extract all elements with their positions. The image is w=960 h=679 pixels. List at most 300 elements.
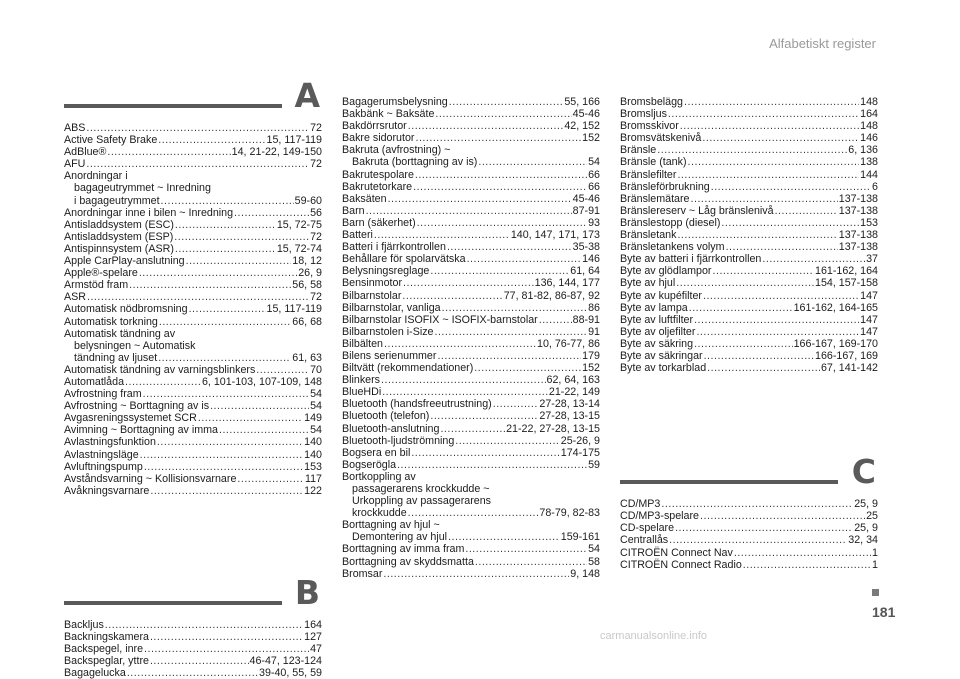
index-entry xyxy=(64,146,322,158)
entry-pages: 39-40, 55, 59 xyxy=(259,667,322,679)
entry-term: Bagagerumsbelysning xyxy=(342,96,448,108)
leader-dots xyxy=(139,267,297,279)
entry-pages: 45-46 xyxy=(572,108,600,121)
leader-dots xyxy=(402,290,502,302)
entry-pages: 55, 166 xyxy=(564,96,600,108)
index-entry xyxy=(620,290,878,302)
leader-dots xyxy=(144,643,309,655)
index-entry xyxy=(64,231,322,243)
index-entry xyxy=(342,459,600,471)
leader-dots xyxy=(198,412,303,424)
entry-subline: passagerarens krockkudde ~ xyxy=(352,483,490,495)
index-entry xyxy=(620,326,878,338)
index-entry xyxy=(342,253,600,265)
entry-term: Bensinmotor xyxy=(342,277,402,290)
entry-pages: 88-91 xyxy=(572,313,600,326)
entry-term: Bränslefilter xyxy=(620,168,677,181)
entry-term: ABS xyxy=(64,122,86,134)
index-column-3 xyxy=(620,96,878,571)
index-entry xyxy=(342,265,600,277)
index-entry xyxy=(64,388,322,400)
index-entry xyxy=(64,303,322,315)
leader-dots xyxy=(539,314,572,326)
index-entry xyxy=(620,193,878,205)
entry-pages: 72 xyxy=(310,291,322,304)
leader-dots xyxy=(411,447,559,459)
leader-dots xyxy=(129,279,291,291)
entry-lastline xyxy=(342,507,600,519)
entry-term: Bränsletankens volym xyxy=(620,241,725,254)
leader-dots xyxy=(127,667,258,679)
entry-pages: 25, 9 xyxy=(854,522,878,535)
index-entry xyxy=(620,277,878,289)
leader-dots xyxy=(388,193,572,205)
index-entry xyxy=(620,144,878,156)
index-entries xyxy=(620,96,878,374)
entry-pages: 66, 68 xyxy=(292,315,322,328)
entry-continuation: i bagageutrymmet xyxy=(74,194,160,207)
entry-pages: 161-162, 164 xyxy=(815,265,878,278)
index-entry xyxy=(620,132,878,144)
index-entry xyxy=(342,374,600,386)
index-entry xyxy=(342,132,600,144)
index-entries xyxy=(342,96,600,580)
entry-continuation: tändning av ljuset xyxy=(74,351,158,364)
leader-dots xyxy=(696,326,859,338)
leader-dots xyxy=(707,362,820,374)
entry-pages: 137-138 xyxy=(838,192,878,205)
entry-pages: 54 xyxy=(310,400,322,413)
leader-dots xyxy=(743,559,871,571)
entry-term: Byte av glödlampor xyxy=(620,265,712,278)
entry-term: Centrallås xyxy=(620,534,669,547)
entry-pages: 61, 64 xyxy=(570,265,600,278)
entry-term: Bränsle xyxy=(620,144,657,157)
entry-term: Avlastningsfunktion xyxy=(64,436,156,449)
leader-dots xyxy=(437,350,581,362)
leader-dots xyxy=(467,253,582,265)
leader-dots xyxy=(676,277,814,289)
leader-dots xyxy=(415,132,581,144)
leader-dots xyxy=(87,291,309,303)
leader-dots xyxy=(150,655,249,667)
entry-pages: 149 xyxy=(304,412,322,425)
leader-dots xyxy=(381,374,545,386)
entry-subline: bagageutrymmet ~ Inredning xyxy=(74,182,211,195)
index-entry xyxy=(620,205,878,217)
index-entry xyxy=(64,134,322,146)
entry-term: Bakruta (avfrostning) ~ xyxy=(342,144,451,157)
leader-dots xyxy=(382,386,548,398)
entry-pages: 56 xyxy=(310,206,322,219)
index-entry xyxy=(620,265,878,277)
index-entry xyxy=(342,423,600,435)
leader-dots xyxy=(408,120,564,132)
entry-term: Bluetooth (handsfreeutrustning) xyxy=(342,398,492,411)
entry-term: Belysningsreglage xyxy=(342,265,430,278)
entry-term: Backspegel, inre xyxy=(64,643,144,656)
index-entry xyxy=(64,631,322,643)
entry-pages: 154, 157-158 xyxy=(815,277,878,290)
leader-dots xyxy=(210,400,309,412)
entry-pages: 147 xyxy=(860,289,878,302)
entry-pages: 72 xyxy=(310,230,322,243)
leader-dots xyxy=(689,302,793,314)
index-entry xyxy=(342,435,600,447)
entry-term: Byte av torkarblad xyxy=(620,362,707,375)
leader-dots xyxy=(677,169,859,181)
leader-dots xyxy=(140,449,303,461)
index-entry xyxy=(620,362,878,374)
entry-term: AdBlue® xyxy=(64,146,107,159)
index-entry xyxy=(620,253,878,265)
entry-term: Bränslestopp (diesel) xyxy=(620,216,721,229)
leader-dots xyxy=(675,522,853,534)
leader-dots xyxy=(691,193,838,205)
index-entry xyxy=(620,559,878,571)
leader-dots xyxy=(694,314,859,326)
index-entry xyxy=(64,122,322,134)
index-entry xyxy=(620,181,878,193)
entry-term: Barn xyxy=(342,204,365,217)
section-letter: B xyxy=(294,572,320,612)
entry-pages: 161-162, 164-165 xyxy=(793,301,878,314)
entry-pages: 26, 9 xyxy=(298,267,322,280)
leader-dots xyxy=(700,510,865,522)
entry-pages: 164 xyxy=(304,618,322,631)
entry-pages: 70 xyxy=(310,363,322,376)
entry-pages: 122 xyxy=(304,484,322,497)
entry-term: Antispinnsystem (ASR) xyxy=(64,242,174,255)
entry-term: Bränslereserv ~ Låg bränslenivå xyxy=(620,204,774,217)
entry-pages: 21-22, 27-28, 13-15 xyxy=(506,422,600,435)
entry-term: Anordningar inne i bilen ~ Inredning xyxy=(64,206,234,219)
leader-dots xyxy=(442,302,587,314)
leader-dots xyxy=(447,241,572,253)
index-entry xyxy=(64,473,322,485)
entry-term: Bilbarnstolen i-Size xyxy=(342,325,434,338)
entry-pages: 117 xyxy=(304,472,322,485)
leader-dots xyxy=(105,619,303,631)
entry-term: Batteri xyxy=(342,229,373,242)
leader-dots xyxy=(702,132,859,144)
entry-pages: 59-60 xyxy=(294,194,322,207)
entry-pages: 66 xyxy=(588,180,600,193)
leader-dots xyxy=(448,531,560,543)
entry-pages: 148 xyxy=(860,96,878,108)
leader-dots xyxy=(474,362,581,374)
leader-dots xyxy=(726,241,838,253)
entry-pages: 9, 148 xyxy=(570,567,600,580)
index-entry xyxy=(342,241,600,253)
entry-pages: 15, 117-119 xyxy=(266,303,322,316)
entry-pages: 152 xyxy=(582,362,600,375)
entry-term: Byte av kupéfilter xyxy=(620,289,702,302)
leader-dots xyxy=(234,207,309,219)
index-entry xyxy=(342,96,600,108)
entry-pages: 58 xyxy=(588,555,600,568)
leader-dots xyxy=(159,316,291,328)
leader-dots xyxy=(478,156,587,168)
entry-pages: 148 xyxy=(860,120,878,133)
entry-term: AFU xyxy=(64,158,86,171)
entry-term: CD-spelare xyxy=(620,522,675,535)
entry-term: Baksäten xyxy=(342,192,387,205)
entry-term: Bluetooth-anslutning xyxy=(342,422,440,435)
entry-term: Avåkningsvarnare xyxy=(64,484,150,497)
entry-lastline xyxy=(64,352,322,364)
leader-dots xyxy=(158,134,265,146)
entry-pages: 164 xyxy=(860,108,878,121)
entry-term: Backningskamera xyxy=(64,631,149,643)
entry-term: Bränsletank xyxy=(620,229,677,242)
section-divider xyxy=(620,480,838,484)
index-entry xyxy=(342,326,600,338)
entry-term: Apple®-spelare xyxy=(64,267,138,280)
index-entry xyxy=(620,498,878,510)
index-entry xyxy=(342,120,600,132)
entry-pages: 86 xyxy=(588,301,600,314)
entry-pages: 18, 12 xyxy=(292,255,322,268)
entry-pages: 10, 76-77, 86 xyxy=(537,337,600,350)
entry-pages: 137-138 xyxy=(838,241,878,254)
entry-term: Backljus xyxy=(64,618,104,631)
entry-term: Avfrostning ~ Borttagning av is xyxy=(64,400,210,413)
index-entry xyxy=(620,547,878,559)
entry-pages: 56, 58 xyxy=(292,279,322,292)
index-entries xyxy=(64,122,322,497)
index-entry xyxy=(64,655,322,667)
leader-dots xyxy=(175,219,276,231)
entry-pages: 138 xyxy=(860,156,878,169)
index-entry xyxy=(64,449,322,461)
index-entry xyxy=(620,108,878,120)
entry-pages: 140 xyxy=(304,448,322,461)
entry-term: Bogseröglа xyxy=(342,458,397,471)
entry-term: ASR xyxy=(64,291,86,304)
leader-dots xyxy=(684,96,859,108)
index-entry xyxy=(64,279,322,291)
index-entry xyxy=(64,207,322,219)
entry-pages: 72 xyxy=(310,122,322,134)
entry-pages: 6, 136 xyxy=(848,144,878,157)
entry-term: BlueHDi xyxy=(342,386,382,399)
index-entry xyxy=(64,243,322,255)
leader-dots xyxy=(669,534,847,546)
entry-pages: 42, 152 xyxy=(564,120,600,133)
section-letter: C xyxy=(851,452,876,492)
leader-dots xyxy=(449,96,564,108)
entry-term: Bilens serienummer xyxy=(342,349,437,362)
entry-pages: 72 xyxy=(310,158,322,171)
entry-pages: 144 xyxy=(860,168,878,181)
index-entry xyxy=(620,96,878,108)
entry-term: Automatisk tändning av varningsblinkers xyxy=(64,363,256,376)
entry-lastline xyxy=(342,156,600,168)
entry-term: Avfrostning fram xyxy=(64,388,142,401)
entry-pages: 46-47, 123-124 xyxy=(249,655,322,668)
entry-pages: 137-138 xyxy=(838,229,878,242)
entry-term: Avlastningsläge xyxy=(64,448,139,461)
watermark: carmanualsonline.info xyxy=(600,630,708,642)
entry-term: Byte av säkringar xyxy=(620,349,703,362)
entry-term: Armstöd fram xyxy=(64,279,129,292)
leader-dots xyxy=(384,338,536,350)
entry-term: Borttagning av imma fram xyxy=(342,543,465,556)
entry-pages: 54 xyxy=(310,388,322,401)
index-entry xyxy=(342,169,600,181)
entry-pages: 127 xyxy=(304,631,322,643)
leader-dots xyxy=(775,205,838,217)
leader-dots xyxy=(107,146,230,158)
entry-term: Borttagning av hjul ~ xyxy=(342,519,440,532)
entry-term: Behållare för spolarvätska xyxy=(342,253,466,266)
entry-term: Antisladdsystem (ESP) xyxy=(64,230,174,243)
index-entry xyxy=(342,144,600,168)
entry-term: Batteri i fjärrkontrollen xyxy=(342,241,446,254)
entry-term: Bakrutetorkare xyxy=(342,180,413,193)
entry-term: Bakre sidorutor xyxy=(342,132,415,145)
entry-term: Bränslemätare xyxy=(620,192,690,205)
index-entry xyxy=(620,338,878,350)
leader-dots xyxy=(677,229,837,241)
entry-continuation: Bakruta (borttagning av is) xyxy=(352,156,478,169)
entry-pages: 27-28, 13-14 xyxy=(539,398,600,411)
leader-dots xyxy=(668,108,859,120)
index-entry xyxy=(342,302,600,314)
index-entry xyxy=(620,302,878,314)
entry-continuation: Demontering av hjul xyxy=(352,531,448,544)
entry-term: Antisladdsystem (ESC) xyxy=(64,218,174,231)
index-entry xyxy=(342,519,600,543)
entry-term: Bogsera en bil xyxy=(342,446,411,459)
entry-term: Bluetooth (telefon) xyxy=(342,410,430,423)
entry-pages: 166-167, 169-170 xyxy=(793,337,878,350)
index-entry xyxy=(64,643,322,655)
index-entry xyxy=(64,158,322,170)
section-header-c xyxy=(620,452,878,498)
entry-lastline xyxy=(64,195,322,207)
leader-dots xyxy=(144,461,303,473)
entry-pages: 15, 72-75 xyxy=(276,218,322,231)
entry-term: Bromsvätskenivå xyxy=(620,132,702,145)
index-entry xyxy=(64,400,322,412)
leader-dots xyxy=(143,388,309,400)
entry-pages: 174-175 xyxy=(560,446,600,459)
leader-dots xyxy=(408,507,539,519)
entry-pages: 14, 21-22, 149-150 xyxy=(231,146,322,159)
index-entry xyxy=(64,412,322,424)
index-entry xyxy=(342,277,600,289)
index-entry xyxy=(342,193,600,205)
entry-pages: 35-38 xyxy=(572,241,600,254)
entry-pages: 21-22, 149 xyxy=(548,386,600,399)
entry-term: Automatisk nödbromsning xyxy=(64,303,188,316)
entry-term: Byte av batteri i fjärrkontrollen xyxy=(620,253,762,266)
entry-pages: 91 xyxy=(588,325,600,338)
leader-dots xyxy=(657,144,847,156)
section-header-b xyxy=(64,572,322,619)
entry-term: Bortkoppling av xyxy=(342,470,416,483)
index-entry xyxy=(620,314,878,326)
index-entry xyxy=(620,169,878,181)
entry-pages: 153 xyxy=(304,460,322,473)
leader-dots xyxy=(383,568,569,580)
entry-term: CITROËN Connect Radio xyxy=(620,558,742,571)
entry-term: Bakbänk ~ Baksäte xyxy=(342,108,435,121)
index-entry xyxy=(342,386,600,398)
entry-pages: 166-167, 169 xyxy=(815,349,878,362)
entry-term: Bilbälten xyxy=(342,337,383,350)
index-entry xyxy=(620,241,878,253)
index-entry xyxy=(342,217,600,229)
section-divider xyxy=(64,601,282,605)
index-entry xyxy=(342,108,600,120)
entry-subline: belysningen ~ Automatisk xyxy=(74,339,196,352)
leader-dots xyxy=(397,459,587,471)
entry-pages: 78-79, 82-83 xyxy=(539,507,600,520)
index-entry xyxy=(64,267,322,279)
entry-term: Avluftningspump xyxy=(64,460,143,473)
index-column-2 xyxy=(342,96,600,580)
entry-pages: 32, 34 xyxy=(848,534,878,547)
leader-dots xyxy=(150,485,303,497)
index-entry xyxy=(342,471,600,519)
leader-dots xyxy=(493,398,539,410)
entry-term: Bagagelucka xyxy=(64,667,126,679)
entry-term: Bilbarnstolar ISOFIX ~ ISOFIX-barnstolar xyxy=(342,313,538,326)
entry-term: Active Safety Brake xyxy=(64,134,158,147)
entry-pages: 67, 141-142 xyxy=(820,362,878,375)
leader-dots xyxy=(734,547,871,559)
entry-term: Byte av säkring xyxy=(620,337,694,350)
leader-dots xyxy=(465,543,587,555)
entry-pages: 54 xyxy=(588,156,600,169)
entry-pages: 93 xyxy=(588,216,600,229)
entry-term: Backspeglar, yttre xyxy=(64,655,149,668)
leader-dots xyxy=(158,352,291,364)
entry-pages: 137-138 xyxy=(838,204,878,217)
leader-dots xyxy=(762,253,865,265)
entry-pages: 45-46 xyxy=(572,192,600,205)
entry-pages: 77, 81-82, 86-87, 92 xyxy=(503,289,600,302)
index-entry xyxy=(64,316,322,328)
index-entry xyxy=(64,364,322,376)
leader-dots xyxy=(237,473,304,485)
index-entry xyxy=(342,556,600,568)
entry-term: Byte av oljefilter xyxy=(620,325,696,338)
index-entry xyxy=(342,229,600,241)
index-entry xyxy=(64,461,322,473)
index-entry xyxy=(64,170,322,206)
leader-dots xyxy=(125,376,201,388)
leader-dots xyxy=(704,350,814,362)
entry-term: Biltvätt (rekommendationer) xyxy=(342,362,474,375)
page-marker xyxy=(872,589,879,596)
section-letter: A xyxy=(294,76,320,115)
leader-dots xyxy=(150,631,303,643)
leader-dots xyxy=(175,243,276,255)
index-entry xyxy=(342,447,600,459)
entry-term: CD/MP3-spelare xyxy=(620,510,699,523)
leader-dots xyxy=(413,181,587,193)
index-entry xyxy=(342,362,600,374)
page-number: 181 xyxy=(872,604,896,620)
leader-dots xyxy=(430,410,538,422)
leader-dots xyxy=(86,158,309,170)
leader-dots xyxy=(189,303,266,315)
entry-term: Automatisk torkning xyxy=(64,315,158,328)
